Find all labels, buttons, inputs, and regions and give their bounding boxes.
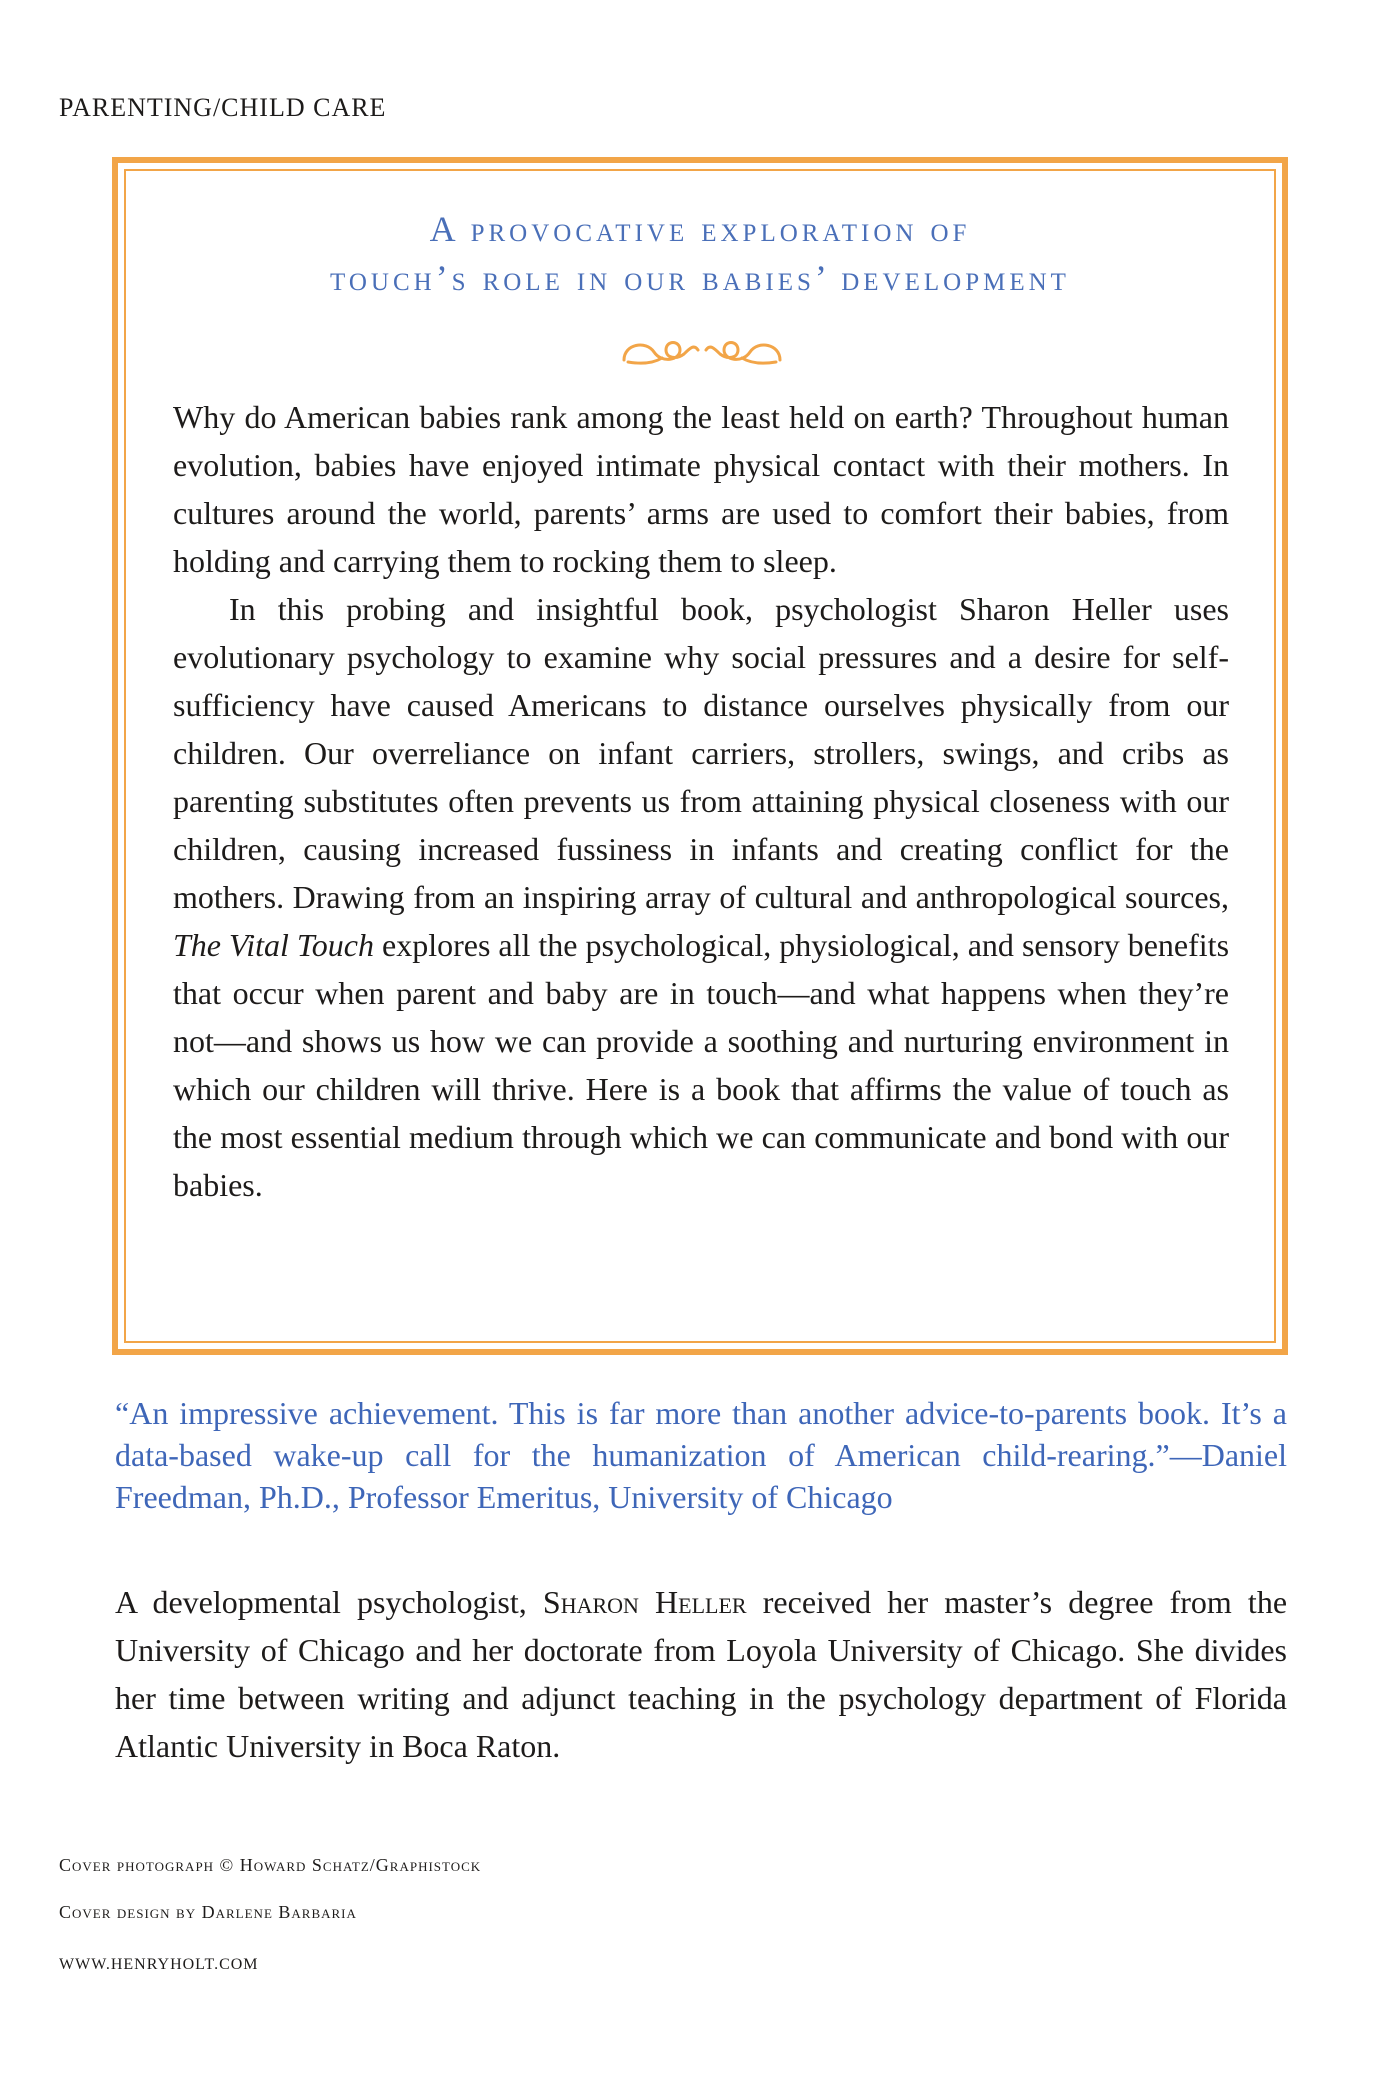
publisher-website: WWW.HENRYHOLT.COM (59, 1956, 259, 1973)
description-paragraph-1: Why do American babies rank among the least held on earth? Throughout human evolution, babies have enjoyed intimate physical contact with their mothers. In cultures around the world, parents’ arms are used to comfort their babies, from holding and carrying them to rocking them to sleep. (173, 399, 1229, 579)
bio-intro: A developmental psychologist, (115, 1584, 527, 1620)
paragraph-2-intro: In this probing and insightful book, psychologist Sharon Heller uses evolutionary psychology to examine why social pressures and a desire for self-sufficiency have caused Americans to distance ourselves physically from our children. Our overreliance on infant carriers, strollers, swings, and cribs as parenting substitutes often prevents us from attaining physical closeness with our children, causing increased fussiness in infants and creating conflict for the mothers. Drawing from an inspiring array of cultural and anthropological sources, (173, 591, 1229, 915)
description-text (173, 393, 1229, 1209)
bio-body: received her master’s degree from the University of Chicago and her doctorate from Loyola University of Chicago. She divides her time between writing and adjunct teaching in the psychology department of Florida Atlantic University in Boca Raton. (115, 1584, 1288, 1764)
book-title: The Vital Touch (173, 927, 374, 963)
author-bio (115, 1578, 1287, 1770)
cover-photo-credit: Cover photograph © Howard Schatz/Graphistock (59, 1855, 482, 1875)
cover-design-credit: Cover design by Darlene Barbaria (59, 1902, 357, 1922)
flourish-ornament-icon (618, 330, 786, 374)
headline-line-1: A provocative exploration of (429, 209, 971, 249)
category-label: PARENTING/CHILD CARE (59, 93, 387, 122)
description-paragraph-2 (173, 585, 1229, 1209)
headline (124, 205, 1276, 303)
paragraph-2-body: explores all the psychological, physiological, and sensory benefits that occur when parent and baby are in touch—and what happens when they’re not—and shows us how we can provide a soothing and nurturing environment in which our children will thrive. Here is a book that affirms the value of touch as the most essential medium through which we can communicate and bond with our babies. (173, 927, 1230, 1203)
author-name: Sharon Heller (542, 1584, 747, 1620)
headline-line-2: touch’s role in our babies’ development (330, 258, 1070, 298)
endorsement-quote: “An impressive achievement. This is far more than another advice-to-parents book. It’s a data-based wake-up call for the humanization of American child-rearing.”—Daniel Freedman, Ph.D., Professor Emeritus, University of Chicago (115, 1395, 1287, 1515)
